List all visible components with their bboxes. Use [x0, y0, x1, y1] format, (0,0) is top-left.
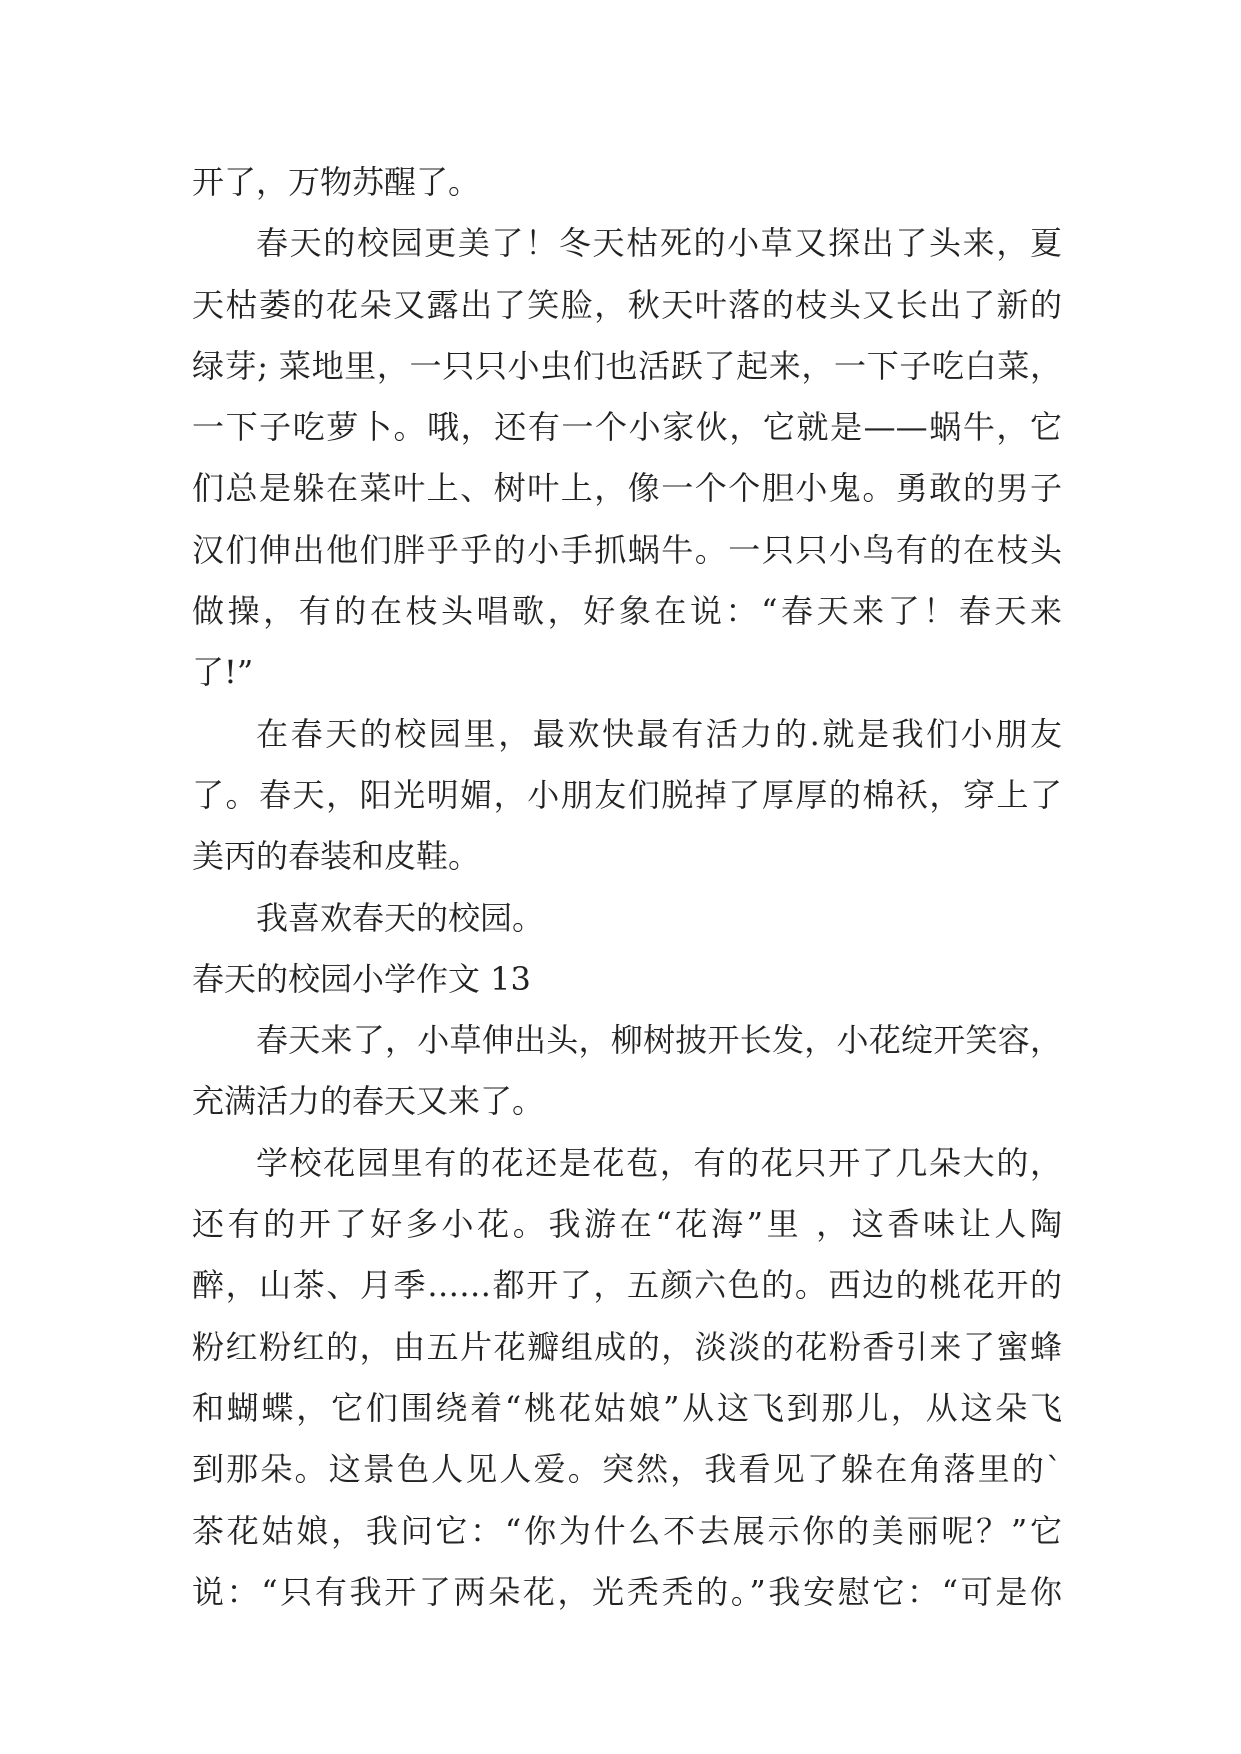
text-line: 醉，山茶、月季……都开了，五颜六色的。西边的桃花开的 — [192, 1266, 1062, 1305]
text-line: 在春天的校园里，最欢快最有活力的.就是我们小朋友 — [256, 714, 1062, 753]
essay-text — [192, 152, 1062, 1623]
text-line: 一下子吃萝卜。哦，还有一个小家伙，它就是——蜗牛，它 — [192, 408, 1062, 447]
text-line: 充满活力的春天又来了。 — [192, 1082, 545, 1121]
text-line: 春天的校园更美了！冬天枯死的小草又探出了头来，夏 — [256, 224, 1062, 263]
text-line: 说：“只有我开了两朵花，光秃秃的。”我安慰它：“可是你 — [192, 1572, 1062, 1611]
text-line: 和蝴蝶，它们围绕着“桃花姑娘”从这飞到那儿，从这朵飞 — [192, 1388, 1062, 1427]
text-line: 们总是躲在菜叶上、树叶上，像一个个胆小鬼。勇敢的男子 — [192, 469, 1062, 508]
text-line: 绿芽; 菜地里，一只只小虫们也活跃了起来，一下子吃白菜， — [192, 346, 1062, 385]
text-line: 了!” — [192, 653, 254, 692]
text-line: 天枯萎的花朵又露出了笑脸，秋天叶落的枝头又长出了新的 — [192, 285, 1062, 324]
text-line: 做操，有的在枝头唱歌，好象在说：“春天来了！春天来 — [192, 592, 1062, 631]
text-line: 到那朵。这景色人见人爱。突然，我看见了躲在角落里的` — [192, 1450, 1062, 1489]
text-line: 开了，万物苏醒了。 — [192, 163, 481, 201]
text-line: 我喜欢春天的校园。 — [256, 898, 545, 937]
text-line: 了。春天，阳光明媚，小朋友们脱掉了厚厚的棉袄，穿上了 — [192, 775, 1062, 814]
text-line: 春天来了，小草伸出头，柳树披开长发，小花绽开笑容， — [256, 1021, 1062, 1060]
text-line: 学校花园里有的花还是花苞，有的花只开了几朵大的， — [256, 1143, 1062, 1182]
text-line: 粉红粉红的，由五片花瓣组成的，淡淡的花粉香引来了蜜蜂 — [192, 1327, 1062, 1366]
text-line: 还有的开了好多小花。我游在“花海”里 ，这香味让人陶 — [192, 1205, 1062, 1244]
text-line: 美丙的春装和皮鞋。 — [192, 837, 481, 876]
text-line: 汉们伸出他们胖乎乎的小手抓蜗牛。一只只小鸟有的在枝头 — [192, 530, 1062, 569]
section-heading: 春天的校园小学作文 13 — [192, 959, 531, 998]
text-line: 茶花姑娘，我问它：“你为什么不去展示你的美丽呢？”它 — [192, 1511, 1062, 1550]
